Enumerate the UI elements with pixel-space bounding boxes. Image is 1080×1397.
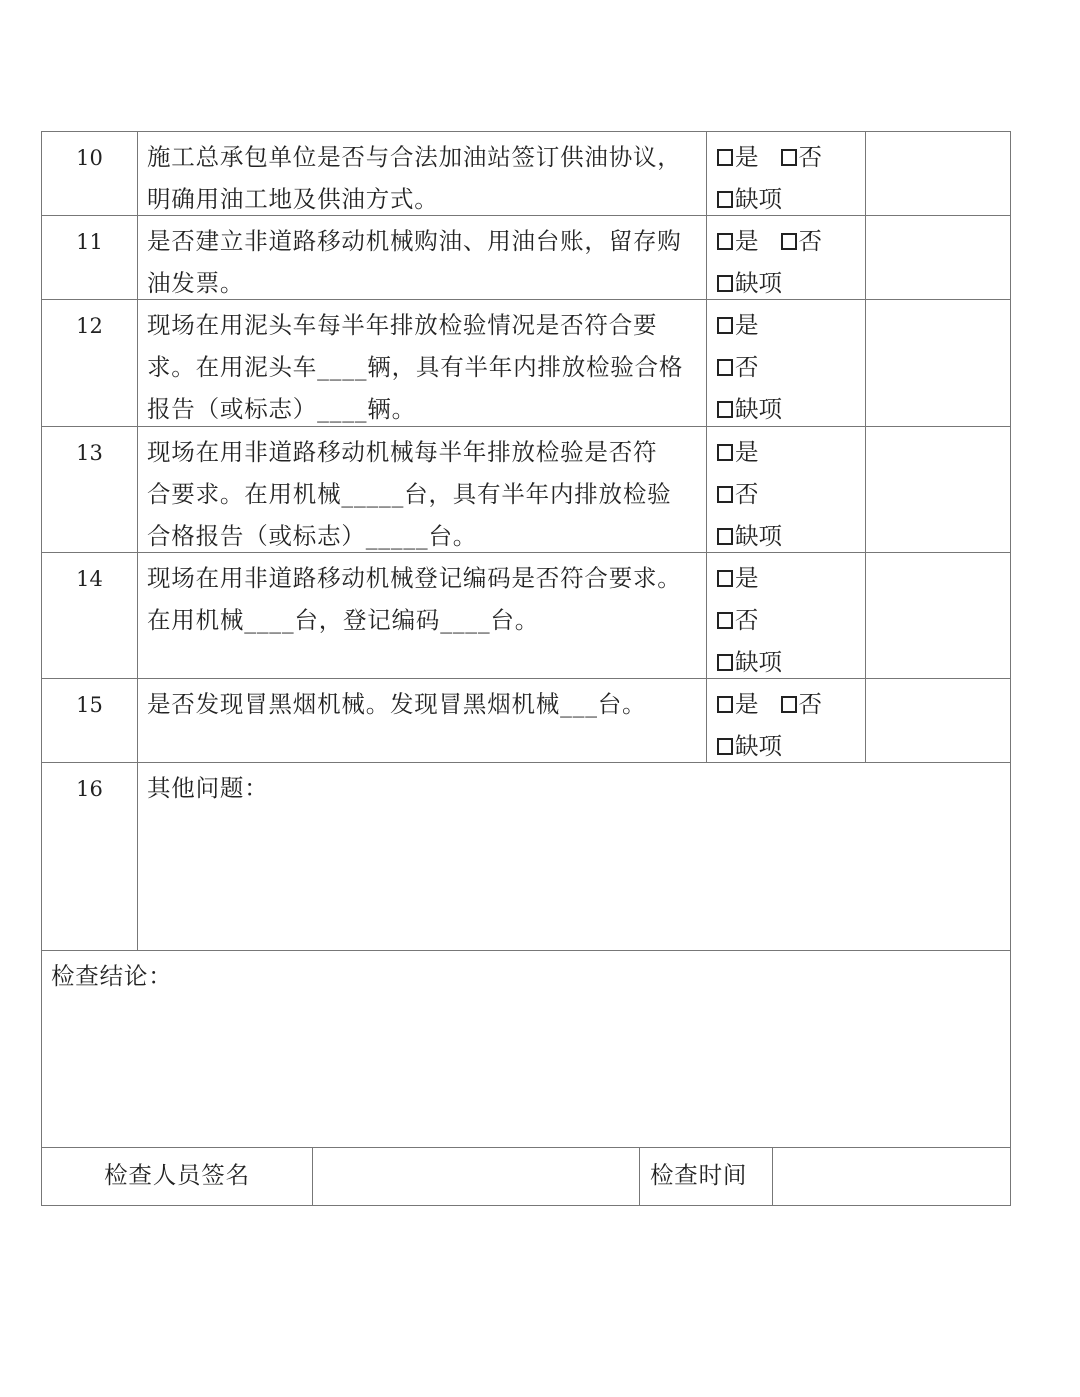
checkbox-icon[interactable] bbox=[717, 317, 733, 334]
check-item-line: 是否发现冒黑烟机械。发现冒黑烟机械___台。 bbox=[147, 690, 647, 718]
option-line bbox=[717, 304, 865, 346]
remarks-field[interactable] bbox=[865, 426, 1011, 553]
inspection-time-field[interactable] bbox=[772, 1147, 1011, 1206]
option-no[interactable] bbox=[717, 480, 759, 508]
check-item-line: 施工总承包单位是否与合法加油站签订供油协议， bbox=[147, 143, 682, 171]
option-missing[interactable] bbox=[717, 395, 782, 423]
checkbox-icon[interactable] bbox=[717, 191, 733, 208]
option-line bbox=[717, 473, 865, 515]
remarks-field[interactable] bbox=[865, 552, 1011, 679]
remarks-field[interactable] bbox=[865, 678, 1011, 763]
remarks-field[interactable] bbox=[865, 215, 1011, 300]
option-missing[interactable] bbox=[717, 522, 782, 550]
option-line bbox=[717, 515, 865, 557]
check-options bbox=[706, 678, 866, 763]
check-item-line: 求。在用泥头车____辆，具有半年内排放检验合格 bbox=[147, 353, 684, 381]
inspector-signature-field[interactable] bbox=[312, 1147, 640, 1206]
check-options bbox=[706, 215, 866, 300]
option-line bbox=[717, 136, 865, 178]
option-yes[interactable] bbox=[717, 143, 759, 171]
checkbox-icon[interactable] bbox=[717, 275, 733, 292]
option-label: 是 bbox=[735, 311, 759, 339]
option-line bbox=[717, 431, 865, 473]
option-line bbox=[717, 388, 865, 430]
option-label: 缺项 bbox=[735, 522, 782, 550]
check-item-line: 合要求。在用机械_____台，具有半年内排放检验 bbox=[147, 480, 672, 508]
row-number: 16 bbox=[41, 762, 138, 951]
check-item-line: 现场在用非道路移动机械每半年排放检验是否符 bbox=[147, 438, 658, 466]
check-item-line: 油发票。 bbox=[147, 269, 245, 297]
checkbox-icon[interactable] bbox=[781, 696, 797, 713]
checkbox-icon[interactable] bbox=[717, 696, 733, 713]
checkbox-icon[interactable] bbox=[717, 738, 733, 755]
check-item-line: 现场在用泥头车每半年排放检验情况是否符合要 bbox=[147, 311, 658, 339]
option-label: 缺项 bbox=[735, 269, 782, 297]
option-no[interactable] bbox=[717, 606, 759, 634]
row-number: 13 bbox=[41, 426, 138, 553]
check-item-line: 明确用油工地及供油方式。 bbox=[147, 185, 439, 213]
option-line bbox=[717, 641, 865, 683]
option-line bbox=[717, 599, 865, 641]
remarks-field[interactable] bbox=[865, 299, 1011, 427]
check-options bbox=[706, 426, 866, 553]
option-label: 是 bbox=[735, 143, 759, 171]
check-item-text bbox=[137, 678, 707, 763]
checkbox-icon[interactable] bbox=[717, 486, 733, 503]
option-missing[interactable] bbox=[717, 648, 782, 676]
checkbox-icon[interactable] bbox=[717, 444, 733, 461]
option-line bbox=[717, 683, 865, 725]
option-label: 否 bbox=[798, 690, 822, 718]
option-label: 否 bbox=[735, 606, 759, 634]
option-line bbox=[717, 220, 865, 262]
checkbox-icon[interactable] bbox=[717, 570, 733, 587]
check-item-line: 是否建立非道路移动机械购油、用油台账，留存购 bbox=[147, 227, 682, 255]
checkbox-icon[interactable] bbox=[717, 528, 733, 545]
option-label: 否 bbox=[735, 353, 759, 381]
checkbox-icon[interactable] bbox=[717, 612, 733, 629]
checkbox-icon[interactable] bbox=[781, 233, 797, 250]
checkbox-icon[interactable] bbox=[717, 149, 733, 166]
remarks-field[interactable] bbox=[865, 131, 1011, 216]
check-item-text bbox=[137, 552, 707, 679]
option-line bbox=[717, 178, 865, 220]
check-item-text bbox=[137, 131, 707, 216]
row-number: 12 bbox=[41, 299, 138, 427]
option-label: 是 bbox=[735, 438, 759, 466]
check-item-text bbox=[137, 426, 707, 553]
option-yes[interactable] bbox=[717, 564, 759, 592]
check-options bbox=[706, 552, 866, 679]
option-label: 缺项 bbox=[735, 732, 782, 760]
option-no[interactable] bbox=[781, 690, 823, 718]
option-yes[interactable] bbox=[717, 311, 759, 339]
check-options bbox=[706, 131, 866, 216]
option-missing[interactable] bbox=[717, 185, 782, 213]
option-label: 是 bbox=[735, 690, 759, 718]
option-label: 缺项 bbox=[735, 648, 782, 676]
inspector-signature-label: 检查人员签名 bbox=[41, 1147, 313, 1206]
option-label: 否 bbox=[735, 480, 759, 508]
conclusion-field[interactable] bbox=[41, 950, 1011, 1148]
checkbox-icon[interactable] bbox=[781, 149, 797, 166]
option-yes[interactable] bbox=[717, 227, 759, 255]
option-line bbox=[717, 557, 865, 599]
option-label: 缺项 bbox=[735, 185, 782, 213]
checkbox-icon[interactable] bbox=[717, 359, 733, 376]
option-label: 否 bbox=[798, 227, 822, 255]
inspection-time-label: 检查时间 bbox=[639, 1147, 773, 1206]
check-options bbox=[706, 299, 866, 427]
check-item-line: 合格报告（或标志）_____台。 bbox=[147, 522, 478, 550]
option-label: 否 bbox=[798, 143, 822, 171]
option-no[interactable] bbox=[717, 353, 759, 381]
row-number: 14 bbox=[41, 552, 138, 679]
option-no[interactable] bbox=[781, 227, 823, 255]
option-yes[interactable] bbox=[717, 438, 759, 466]
check-item-line: 报告（或标志）____辆。 bbox=[147, 395, 416, 423]
row-number: 15 bbox=[41, 678, 138, 763]
option-label: 缺项 bbox=[735, 395, 782, 423]
option-missing[interactable] bbox=[717, 269, 782, 297]
other-issues-label: 其他问题： bbox=[147, 774, 269, 802]
row-number: 10 bbox=[41, 131, 138, 216]
option-yes[interactable] bbox=[717, 690, 759, 718]
check-item-text bbox=[137, 215, 707, 300]
other-issues-field[interactable] bbox=[137, 762, 1011, 951]
option-label: 是 bbox=[735, 227, 759, 255]
checkbox-icon[interactable] bbox=[717, 401, 733, 418]
option-line bbox=[717, 346, 865, 388]
check-item-line: 现场在用非道路移动机械登记编码是否符合要求。 bbox=[147, 564, 682, 592]
option-line bbox=[717, 262, 865, 304]
check-item-line: 在用机械____台，登记编码____台。 bbox=[147, 606, 539, 634]
option-label: 是 bbox=[735, 564, 759, 592]
row-number: 11 bbox=[41, 215, 138, 300]
check-item-text bbox=[137, 299, 707, 427]
option-line bbox=[717, 725, 865, 767]
option-missing[interactable] bbox=[717, 732, 782, 760]
conclusion-label: 检查结论： bbox=[51, 962, 173, 990]
option-no[interactable] bbox=[781, 143, 823, 171]
checkbox-icon[interactable] bbox=[717, 654, 733, 671]
checkbox-icon[interactable] bbox=[717, 233, 733, 250]
